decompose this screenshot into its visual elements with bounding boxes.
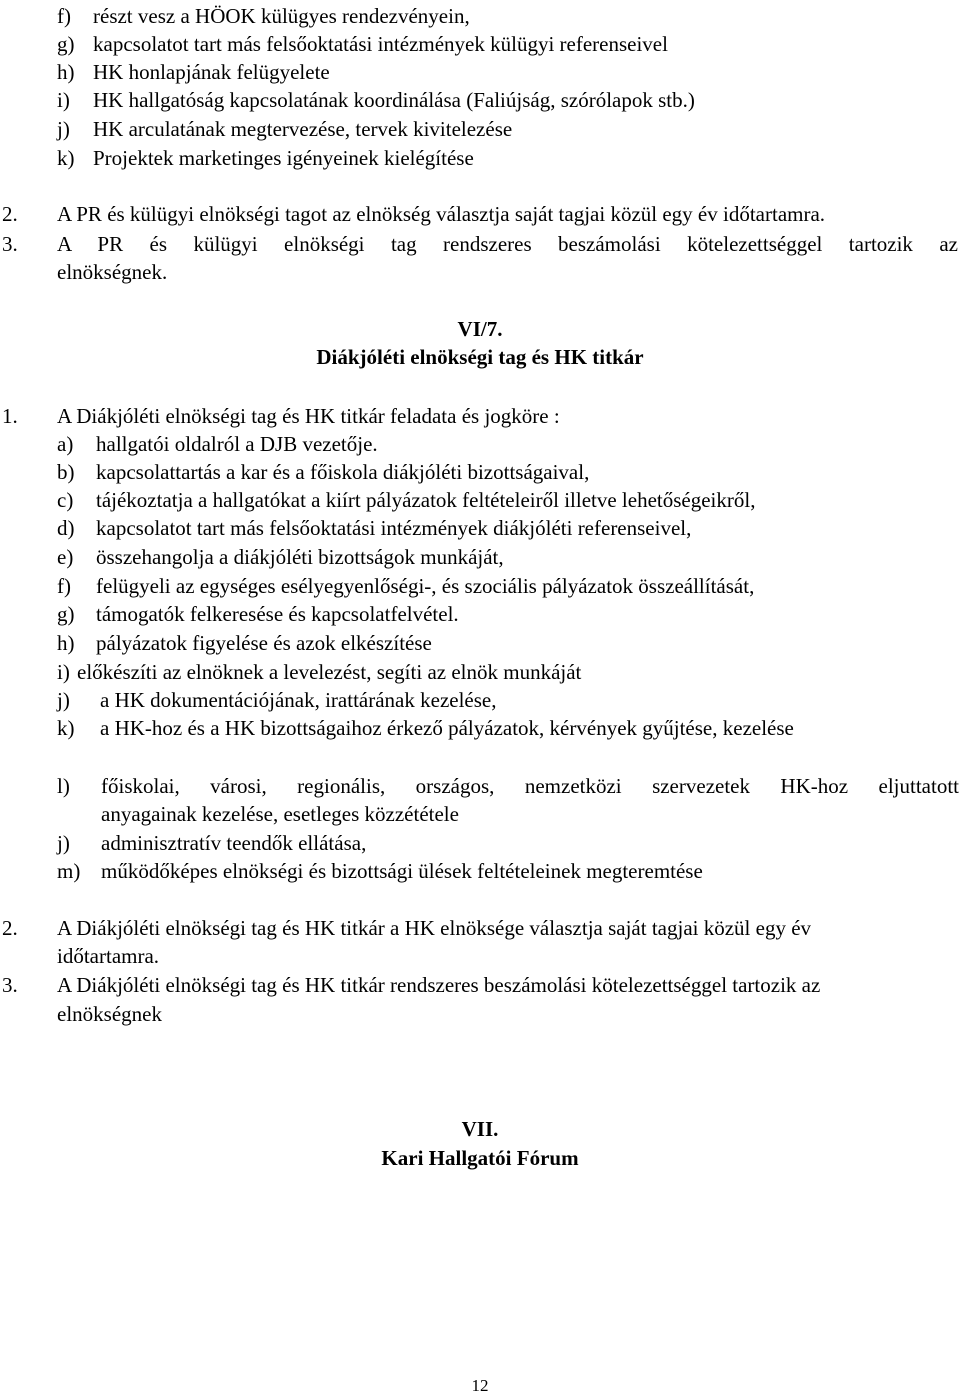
- pr-point-3-line1: A PR és külügyi elnökségi tag rendszeres beszámolási kötelezettséggel tartozik az: [57, 232, 958, 256]
- section-number: VI/7.: [457, 317, 503, 341]
- duty-l-line1: főiskolai, városi, regionális, országos, nemzetközi szervezetek HK-hoz eljuttatott: [101, 774, 959, 798]
- section-title: Kari Hallgatói Fórum: [381, 1146, 579, 1170]
- section-title: Diákjóléti elnökségi tag és HK titkár: [316, 345, 644, 369]
- page-number: 12: [471, 1376, 489, 1395]
- section-number: VII.: [461, 1117, 499, 1141]
